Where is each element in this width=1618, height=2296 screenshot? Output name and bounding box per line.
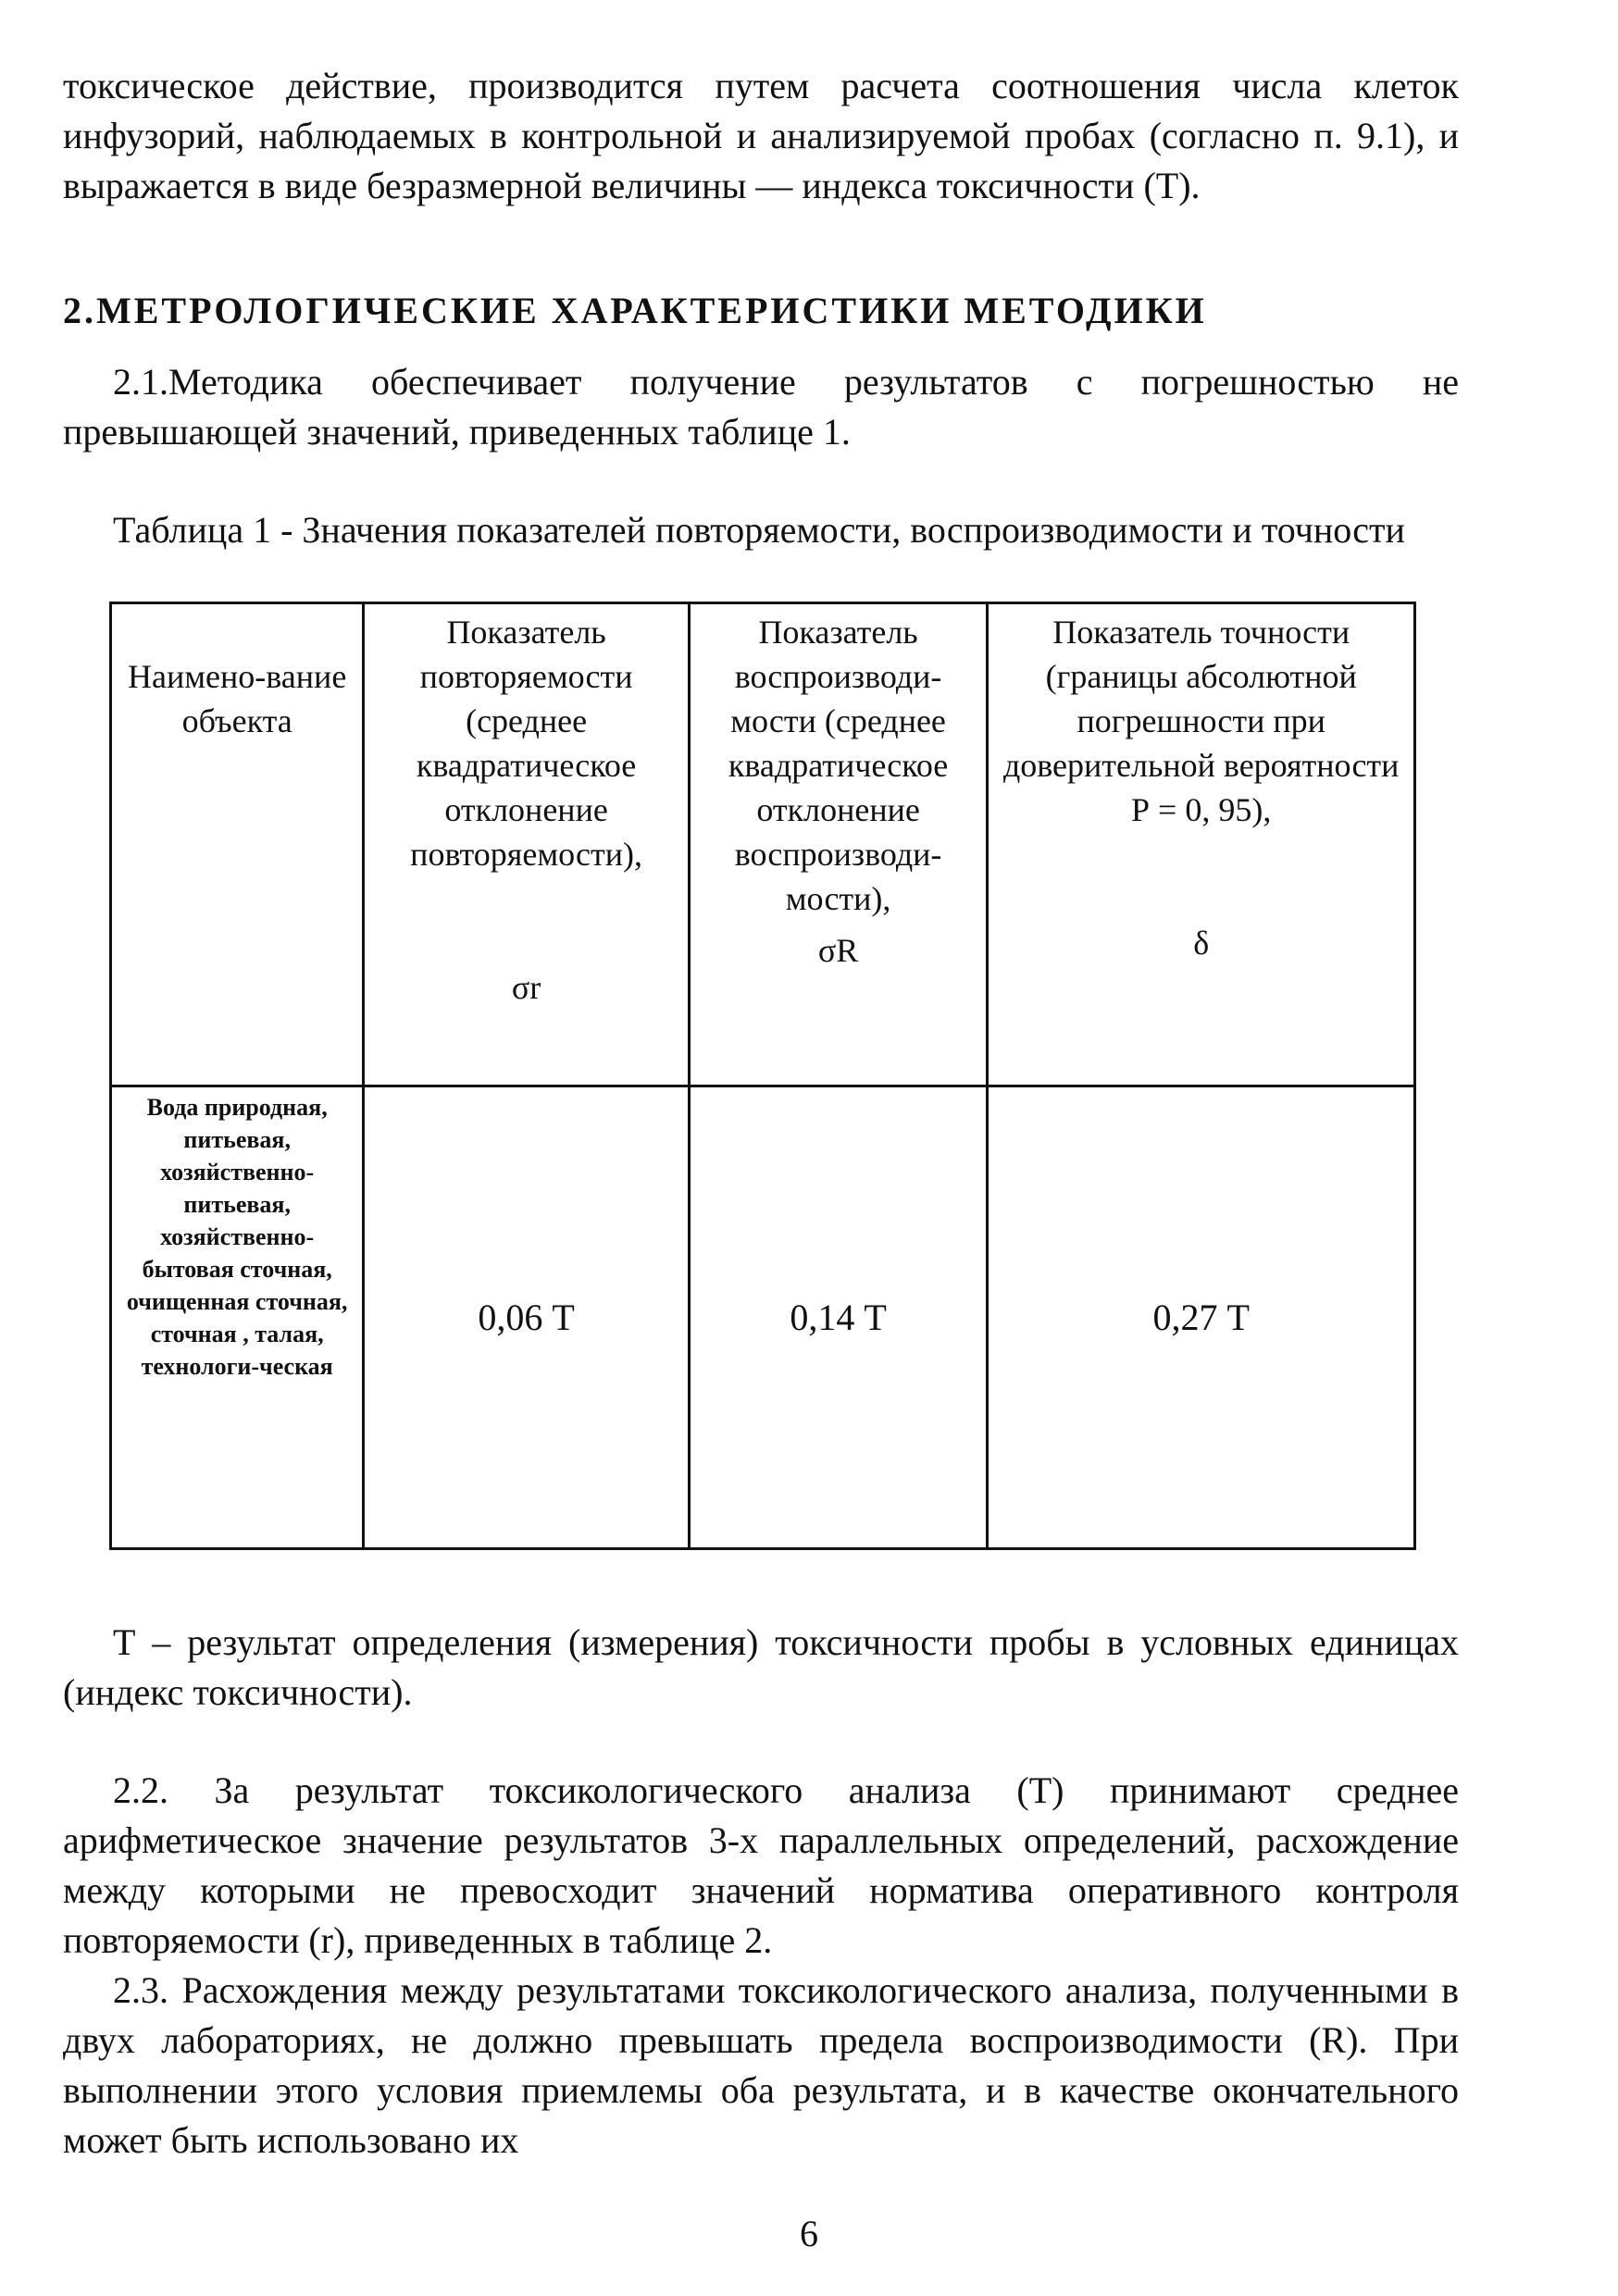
header-accuracy (988, 603, 1415, 1086)
header-repeatability-text: Показатель повторяемости (среднее квадратическое отклонение повторяемости), (410, 614, 642, 873)
metrology-table (109, 602, 1416, 1550)
sigma-R-symbol: σR (817, 932, 859, 969)
section-heading: 2.МЕТРОЛОГИЧЕСКИЕ ХАРАКТЕРИСТИКИ МЕТОДИКИ (63, 290, 1207, 331)
header-object (111, 603, 364, 1086)
header-reproducibility (689, 603, 988, 1086)
paragraph-2-3: 2.3. Расхождения между результатами токсикологического анализа, полученными в двух лабораториях, не должно превышать предела воспроизводимости (R). При выполнении этого условия приемлемы оба результата, и в качестве окончательного может быть использовано их (63, 1969, 1459, 2161)
header-repeatability (364, 603, 689, 1086)
table-row (111, 1086, 1415, 1549)
intro-paragraph: токсическое действие, производится путем расчета соотношения числа клеток инфузорий, наблюдаемых в контрольной и анализируемой пробах (согласно п. 9.1), и выражается в виде безразмерной величины — индекса токсичности (Т). (63, 65, 1459, 206)
header-accuracy-text: Показатель точности (границы абсолютной погрешности при доверительной вероятности Р = 0, 95), (1002, 614, 1400, 828)
delta-value: 0,27 Т (988, 1086, 1415, 1549)
sigma-r-value: 0,06 Т (364, 1086, 689, 1549)
table-header-row (111, 603, 1415, 1086)
header-object-text: Наимено-вание объекта (128, 658, 347, 739)
table-caption: Таблица 1 - Значения показателей повторяемости, воспроизводимости и точности (113, 509, 1405, 551)
note-T: Т – результат определения (измерения) токсичности пробы в условных единицах (индекс токсичности). (63, 1621, 1459, 1713)
page-number: 6 (800, 2213, 818, 2254)
delta-symbol: δ (1193, 925, 1210, 962)
paragraph-2-1: 2.1.Методика обеспечивает получение результатов с погрешностью не превышающей значений, приведенных таблице 1. (63, 361, 1459, 453)
sigma-r-symbol: σr (511, 969, 541, 1006)
sigma-R-value: 0,14 Т (689, 1086, 988, 1549)
object-cell: Вода природная, питьевая, хозяйственно-питьевая, хозяйственно-бытовая сточная, очищенная сточная, сточная , талая, технологи-ческая (111, 1086, 364, 1549)
header-reproducibility-text: Показатель воспроизводи-мости (среднее квадратическое отклонение воспроизводи-мости), (728, 614, 949, 917)
paragraph-2-2: 2.2. За результат токсикологического анализа (Т) принимают среднее арифметическое значение результатов 3-х параллельных определений, расхождение между которыми не превосходит значений норматива оперативного контроля повторяемости (r), приведенных в таблице 2. (63, 1769, 1459, 1961)
